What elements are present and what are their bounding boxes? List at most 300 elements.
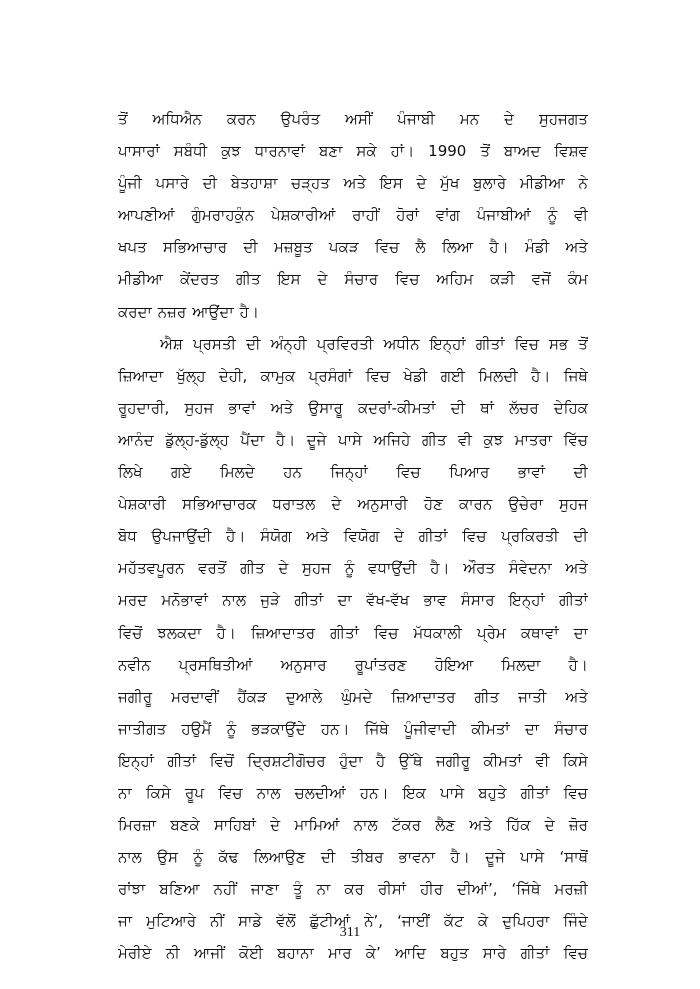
word: ਵਧਾਉਂਦੀ — [368, 559, 417, 578]
word: ਕੇ — [477, 912, 489, 931]
word: ਵਿਚ — [374, 238, 400, 257]
word: ਇਕ — [402, 783, 426, 802]
word: ਦੀ — [573, 527, 588, 546]
word: ਕੀਮਤਾਂ — [483, 751, 522, 770]
word: ਹਨ। — [359, 783, 389, 802]
word: ਦੇਹਿਕ — [553, 398, 588, 417]
text-line — [118, 488, 588, 520]
word: ਸੰਸਾਰ — [460, 591, 495, 610]
word: ਪਾਸੇ — [338, 430, 363, 449]
word: ਦਾ — [337, 591, 352, 610]
word: ਕੀਮਤਾਂ — [471, 719, 510, 738]
word: ਮੰਡੀ — [524, 238, 550, 257]
word: ਹੈ। — [226, 527, 246, 546]
word: ਹੈ। — [531, 366, 551, 385]
word: ਅਜਿਹੇ — [373, 430, 411, 449]
word: ਜਗੀਰੂ — [118, 687, 153, 706]
word: ਸੁਹਜਗਤ — [538, 110, 588, 128]
word: ਮਿਲਦੇ — [219, 463, 255, 482]
word: ਗੀਤਾਂ — [294, 591, 324, 610]
word: ਮੁੱਖ — [440, 174, 460, 193]
word: ਲੱਚਰ — [509, 398, 539, 417]
word: ਹੁੰਦਾ — [339, 751, 363, 770]
text-line — [118, 456, 588, 488]
word: ਰਾਂਝਾ — [118, 880, 146, 899]
word: ਅਤੇ — [270, 398, 294, 417]
word: ਜਿੱਥੇ — [364, 719, 389, 738]
word: ਹੀਰ — [420, 880, 444, 899]
word: ਆਦਿ — [395, 944, 427, 963]
word: ਬਣਿਆ — [159, 880, 200, 899]
word: ਵਿਸ਼ਵ — [554, 142, 588, 161]
word: ਜਿਨ੍ਹਾਂ — [330, 463, 368, 482]
word: ਨਵੀਨ — [118, 655, 151, 674]
word: ਦ੍ਰਿਸ਼ਟੀਗੋਚਰ — [247, 751, 326, 770]
word: ਇਨ੍ਹਾਂ — [118, 751, 154, 770]
word: ਉਪਰੰਤ — [280, 110, 321, 128]
word: ਮੀਡੀਆ — [519, 174, 565, 193]
word: ਨੂੰ — [193, 848, 204, 867]
word: ਮੁਟਿਆਰੇ — [146, 912, 197, 931]
word: ਗੀਤਾਂ — [167, 751, 197, 770]
word: ਹਉਮੈਂ — [181, 719, 212, 738]
word: ਪ੍ਰਸਤੀ — [192, 334, 237, 353]
word: ਕੇਂਦਰਤ — [179, 270, 220, 289]
word: ਕੰਮ — [567, 270, 588, 289]
word: ਰੂਪ — [185, 783, 205, 802]
word: ਦੇ — [278, 559, 289, 578]
word: ਵਜੋਂ — [531, 270, 551, 289]
word: ਦੀ — [320, 848, 336, 867]
word: ਜਗੀਰੂ — [435, 751, 471, 770]
word: ਸੁਹਜ — [558, 495, 588, 514]
word: ਦੀ — [450, 398, 466, 417]
word: ਮਰਦਾਵੀਂ — [171, 687, 219, 706]
word: ਖਪਤ — [118, 238, 147, 257]
word: ਸਾਹਿਬਾਂ — [213, 816, 256, 835]
word: ਪਾਸੇ — [520, 848, 545, 867]
word: ਹੈ। — [239, 302, 259, 321]
word: ਵਿਚ — [218, 783, 243, 802]
word: ਪ੍ਰਕਿਰਤੀ — [501, 527, 559, 546]
word: ਮਿਲਦੀ — [478, 366, 518, 385]
word: ਗੀਤਾਂ — [475, 334, 505, 353]
word: ਮਾਮਿਆਂ — [294, 816, 340, 835]
word: ਹੈ। — [568, 655, 588, 674]
word: ਆਪਣੀਆਂ — [118, 206, 175, 225]
word: ਵਿਚ — [373, 623, 399, 642]
word: ਇਨ੍ਹਾਂ — [508, 591, 545, 610]
word: ਮਿਰਜ਼ਾ — [118, 816, 157, 835]
word: ਹੈ। — [489, 238, 509, 257]
word: ਜਾਤੀਗਤ — [118, 719, 167, 738]
word: ਖੁੱਲ੍ਹ — [176, 366, 206, 385]
word: ਇਸ — [277, 270, 301, 289]
word: ਸੰਯੋਗ — [260, 527, 292, 546]
text-line — [118, 777, 588, 809]
word: ਲੈ — [415, 238, 426, 257]
word: ਭਾਵਾਂ — [228, 398, 256, 417]
word: ਨਾ — [316, 880, 331, 899]
word: ਧਰਾਤਲ — [272, 495, 316, 514]
word: ਹੈ। — [275, 430, 296, 449]
word: ਕੜੀ — [490, 270, 515, 289]
word: ਅਤੇ — [565, 687, 588, 706]
word: ਦੁਪਿਹਰਾ — [502, 912, 550, 931]
word: ਵਿਚ — [395, 270, 420, 289]
word: ਹਨ — [283, 463, 302, 482]
word: ਚੜ੍ਹਤ — [291, 174, 330, 193]
word: ਪ੍ਰਸੰਗਾਂ — [308, 366, 353, 385]
word: ਸੰਵੇਦਨਾ — [508, 559, 552, 578]
word: ਵਰਤੋਂ — [198, 559, 227, 578]
word: ਬਹੁਤੇ — [478, 783, 507, 802]
word: ਇਸ — [379, 174, 403, 193]
word: ਦੀ — [202, 174, 218, 193]
text-line — [118, 681, 588, 713]
word: ਵਿਚ — [563, 783, 588, 802]
text-line — [118, 520, 588, 552]
text-line — [118, 873, 588, 905]
word: ਵਿਚ — [462, 527, 487, 546]
word: ਅਸੀਂ — [344, 110, 373, 128]
word: ਗੀਤ — [474, 687, 500, 706]
word: ਹੋਇਆ — [434, 655, 474, 674]
word: ਮੀਡੀਆ — [118, 270, 163, 289]
word: ਪੰਜਾਬੀ — [397, 110, 435, 128]
text-line — [118, 713, 588, 745]
word: ਝਲਕਦਾ — [157, 623, 202, 642]
word: ਨੇ’, — [364, 912, 384, 931]
word: ਪਕੜ — [328, 238, 359, 257]
word: ਬੁਲਾਰੇ — [473, 174, 507, 193]
word: ਪਾਸੇ — [440, 783, 465, 802]
word: ਗੁੰਮਰਾਹਕੁੰਨ — [191, 206, 255, 225]
word: ਤੀਬਰ — [350, 848, 384, 867]
word: ਪੂੰਜੀ — [118, 174, 142, 193]
word: ਡੁੱਲ੍ਹ-ਡੁੱਲ੍ਹ — [165, 430, 229, 449]
word: ‘ਸਾਥੋਂ — [559, 848, 588, 867]
word: ਪੰਜਾਬੀਆਂ — [476, 206, 531, 225]
word: ਨਾ — [118, 783, 132, 802]
word: ਅਤੇ — [343, 174, 367, 193]
page-number: 311 — [339, 925, 361, 940]
word: ਤੋਂ — [578, 334, 588, 353]
word: ਗੀਤਾਂ — [520, 783, 550, 802]
text-line — [118, 552, 588, 584]
word: ਅੰਨ੍ਹੀ — [270, 334, 307, 353]
word: ਅਤੇ — [469, 816, 492, 835]
word: ਭੜਕਾਉਂਦੇ — [251, 719, 306, 738]
word: ਅਧੀਨ — [383, 334, 420, 353]
word: ਜਾ — [118, 912, 133, 931]
word: ਮਹੱਤਵਪੂਰਨ — [118, 559, 185, 578]
word: ਵਿਚੋਂ — [118, 623, 143, 642]
text-line — [118, 231, 588, 263]
text-line — [118, 649, 588, 681]
word: ਛੁੱਟੀਆਂ — [309, 912, 351, 931]
word: ਪਿਆਰ — [449, 463, 490, 482]
word: ਗਈ — [440, 366, 465, 385]
word: ਪ੍ਰੇਮ — [476, 623, 506, 642]
text-line — [118, 296, 588, 328]
word: ਰੂਹਦਾਰੀ, — [118, 398, 170, 417]
text-line — [118, 199, 588, 231]
word: ਦੁਆਲੇ — [285, 687, 323, 706]
word: ਕਰ — [344, 880, 364, 899]
word: ਪ੍ਰਵਿਰਤੀ — [316, 334, 374, 353]
word: ਨੇ — [578, 174, 588, 193]
word: ਮੱਧਕਾਲੀ — [413, 623, 462, 642]
word: ਪਸਾਰੇ — [155, 174, 189, 193]
word: ਹੋਰਾਂ — [396, 206, 420, 225]
word: ਕੁਝ — [483, 430, 504, 449]
text-line — [118, 937, 588, 969]
word: ਚਲਦੀਆਂ — [294, 783, 346, 802]
word: ਦੇ — [270, 816, 281, 835]
text-line — [118, 328, 588, 360]
word: ਹੈਂਕੜ — [237, 687, 267, 706]
word: ਦੇਹੀ, — [218, 366, 248, 385]
word: ਖੇਡੀ — [403, 366, 428, 385]
word: ਸਭ — [549, 334, 569, 353]
word: ਨੂੰ — [344, 559, 355, 578]
word: ਭਾਵ — [423, 591, 447, 610]
word: ਵਿੱਚ — [563, 430, 588, 449]
word: ਬਹਾਨਾ — [277, 944, 314, 963]
word: ਬਣਕੇ — [170, 816, 200, 835]
word: ਸੰਚਾਰ — [344, 270, 379, 289]
text-line — [118, 745, 588, 777]
word: ਭਾਵਨਾ — [398, 848, 436, 867]
word: ਮਾਰ — [328, 944, 352, 963]
word: ਜਾਤੀ — [518, 687, 547, 706]
word: ਹਾਂ। — [390, 142, 415, 161]
word: ਅਨੁਸਾਰ — [280, 655, 327, 674]
text-line — [118, 617, 588, 649]
word: ਗੀਤ — [240, 559, 265, 578]
word: ਟੱਕਰ — [391, 816, 422, 835]
word: ਮਰਜ਼ੀ — [554, 880, 588, 899]
word: ਨਹੀਂ — [213, 880, 237, 899]
word: ਜ਼ੋਰ — [568, 816, 588, 835]
word: ਮਨੋਭਾਵਾਂ — [161, 591, 208, 610]
text-line — [118, 809, 588, 841]
word: ਆਨੰਦ — [118, 430, 154, 449]
word: ਹੈ। — [450, 848, 470, 867]
word: ਦੇ — [504, 110, 514, 128]
word: ਪਾਸਾਰਾਂ — [118, 142, 160, 161]
word: ਦੇ — [416, 174, 427, 193]
word: ਨੂੰ — [547, 206, 558, 225]
word: ਹਨ। — [320, 719, 350, 738]
word: ਸੁਹਜ — [184, 398, 214, 417]
word: ਅਤੇ — [306, 527, 329, 546]
word: ਕਰਦਾ — [118, 302, 152, 321]
word: ਸੁਹਜ — [301, 559, 331, 578]
word: ਸਬੰਧੀ — [173, 142, 208, 161]
word: ਕਿਸੇ — [145, 783, 171, 802]
word: ਅਨੁਸਾਰੀ — [357, 495, 408, 514]
word: ਪੂੰਜੀਵਾਦੀ — [403, 719, 457, 738]
word: ਵੱਖ-ਵੱਖ — [366, 591, 410, 610]
word: ਹੋਣ — [423, 495, 443, 514]
text-line — [118, 360, 588, 392]
word: ਥਾਂ — [480, 398, 494, 417]
word: ਨਾਲ — [353, 816, 378, 835]
word: ਉਪਜਾਉਂਦੀ — [151, 527, 212, 546]
word: ਨਾਲ — [222, 591, 247, 610]
word: ‘ਜਾਈਂ — [397, 912, 430, 931]
word: ਗੀਤਾਂ — [330, 623, 359, 642]
word: ਪੇਸ਼ਕਾਰੀ — [118, 495, 167, 514]
word: ਦੀਆਂ’, — [457, 880, 498, 899]
text-line — [118, 584, 588, 616]
word: ਤੋਂ — [480, 142, 490, 161]
word: ਬੋਧ — [118, 527, 137, 546]
word: ਹੈ। — [430, 559, 450, 578]
word: ਨੀਂ — [210, 912, 225, 931]
word: ਸੰਚਾਰ — [554, 719, 588, 738]
word: ਸਾਰੇ — [482, 944, 507, 963]
word: ਲੈਣ — [435, 816, 456, 835]
body-text — [118, 103, 588, 970]
word: ਜਿੰਦੇ — [563, 912, 588, 931]
word: ਦੇ — [331, 495, 342, 514]
word: ਵਿਚ — [514, 334, 539, 353]
word: ਦੀ — [243, 238, 258, 257]
word: ਬੇਤਹਾਸ਼ਾ — [230, 174, 278, 193]
word: ਮਜ਼ਬੂਤ — [274, 238, 313, 257]
word: ਭਾਵਾਂ — [517, 463, 545, 482]
word: ਵੱਲੋਂ — [276, 912, 296, 931]
word: ਜ਼ਿਆਦਾ — [118, 366, 164, 385]
word: ਨਾਲ — [256, 783, 281, 802]
word: ਕੁਝ — [221, 142, 241, 161]
word: ਕਾਰਨ — [459, 495, 493, 514]
word: ਮਿਲਦਾ — [501, 655, 541, 674]
word: ਨਜ਼ਰ — [157, 302, 187, 321]
word: ਜ਼ਿਆਦਾਤਰ — [391, 687, 456, 706]
word: ਵਿਚ — [563, 944, 588, 963]
word: ਘੁੰਮਦੇ — [341, 687, 373, 706]
word: ਅਤੇ — [565, 559, 588, 578]
word: ਵੀ — [574, 206, 588, 225]
word: ਕਦਰਾਂ-ਕੀਮਤਾਂ — [357, 398, 436, 417]
word: ਔਰਤ — [463, 559, 496, 578]
word: ਬਣਾ — [319, 142, 343, 161]
word: ਲਿਆ — [441, 238, 474, 257]
word: ਰੂਪਾਂਤਰਣ — [354, 655, 407, 674]
text-line — [118, 135, 588, 167]
word: ਵਿਯੋਗ — [343, 527, 380, 546]
word: ਕੱਢ — [218, 848, 239, 867]
word: ਹੈ। — [216, 623, 236, 642]
word: ਵਾਂਗ — [435, 206, 460, 225]
word: ਗੀਤ — [421, 430, 447, 449]
word: ਜਿਥੇ — [563, 366, 588, 385]
word: ਜੁੜੇ — [260, 591, 280, 610]
word: ਸਕੇ — [356, 142, 377, 161]
word: ਰਾਹੀਂ — [352, 206, 380, 225]
word: ਜਾਣਾ — [250, 880, 279, 899]
word: ਵਿਚ — [365, 366, 391, 385]
word: ਕਰਨ — [226, 110, 256, 128]
word: ਮਾਤਰਾ — [514, 430, 553, 449]
word: ਤੂੰ — [293, 880, 303, 899]
word: ਕੇ’ — [365, 944, 381, 963]
word: ਉੱਥੇ — [398, 751, 423, 770]
word: ਗੀਤਾਂ — [520, 944, 550, 963]
word: ਮਨ — [459, 110, 480, 128]
word: ਵੀ — [535, 751, 550, 770]
word: ਧਾਰਨਾਵਾਂ — [254, 142, 306, 161]
text-line — [118, 103, 588, 135]
word: ਨਾਲ — [118, 848, 142, 867]
word: ਅਤੇ — [565, 238, 588, 257]
word: ਤੋਂ — [118, 110, 128, 128]
word: ਦੇ — [317, 270, 328, 289]
word: ਕੋਈ — [238, 944, 264, 963]
word: ਨੂੰ — [226, 719, 237, 738]
word: ਵਿਚ — [396, 463, 421, 482]
text-line — [118, 263, 588, 295]
word: ਬਹੁਤ — [440, 944, 469, 963]
word: ਗੀਤਾਂ — [559, 591, 588, 610]
word: ਪ੍ਰਸਥਿਤੀਆਂ — [178, 655, 253, 674]
word: ਕਾਮੁਕ — [260, 366, 296, 385]
word: ਹਿੱਕ — [506, 816, 531, 835]
word: ਦੀ — [573, 463, 588, 482]
word: ਸਾਡੇ — [238, 912, 263, 931]
text-line — [118, 424, 588, 456]
word: ਆਉਂਦਾ — [192, 302, 234, 321]
word: ਅਹਿਮ — [436, 270, 474, 289]
word: ਸਭਿਆਚਾਰ — [163, 238, 228, 257]
word: ਸਭਿਆਚਾਰਕ — [182, 495, 257, 514]
word: ਕੱਟ — [443, 912, 464, 931]
word: ਉਸ — [157, 848, 178, 867]
text-line — [118, 167, 588, 199]
word: ਆਜੀਂ — [194, 944, 225, 963]
text-line — [118, 841, 588, 873]
word: ਐਸ਼ — [160, 334, 183, 353]
word: ਹੈ — [376, 751, 386, 770]
word: ਦਾ — [524, 719, 540, 738]
word: ਲਿਖੇ — [118, 463, 143, 482]
word: ਪੈਂਦਾ — [240, 430, 265, 449]
word: ਇਨ੍ਹਾਂ — [429, 334, 466, 353]
word: ਦਾ — [573, 623, 588, 642]
word: ਗਏ — [171, 463, 192, 482]
word: ਰੀਸਾਂ — [377, 880, 407, 899]
word: ਵਿਚੋਂ — [209, 751, 235, 770]
word: ਦੇ — [544, 816, 555, 835]
word: ਨੀ — [165, 944, 180, 963]
word: ਵੀ — [458, 430, 472, 449]
word: ਕਥਾਵਾਂ — [520, 623, 559, 642]
word: ਦੂਜੇ — [306, 430, 327, 449]
word: ਗੀਤ — [235, 270, 261, 289]
word: ਲਿਆਉਣ — [253, 848, 306, 867]
word: ਦੇ — [394, 527, 404, 546]
word: ‘ਜਿੱਥੇ — [511, 880, 541, 899]
word: ਗੀਤਾਂ — [418, 527, 448, 546]
word: ਦੂਜੇ — [485, 848, 505, 867]
word: ਕਿਸੇ — [562, 751, 588, 770]
word: ਜ਼ਿਆਦਾਤਰ — [250, 623, 315, 642]
word: ਦੀ — [246, 334, 261, 353]
